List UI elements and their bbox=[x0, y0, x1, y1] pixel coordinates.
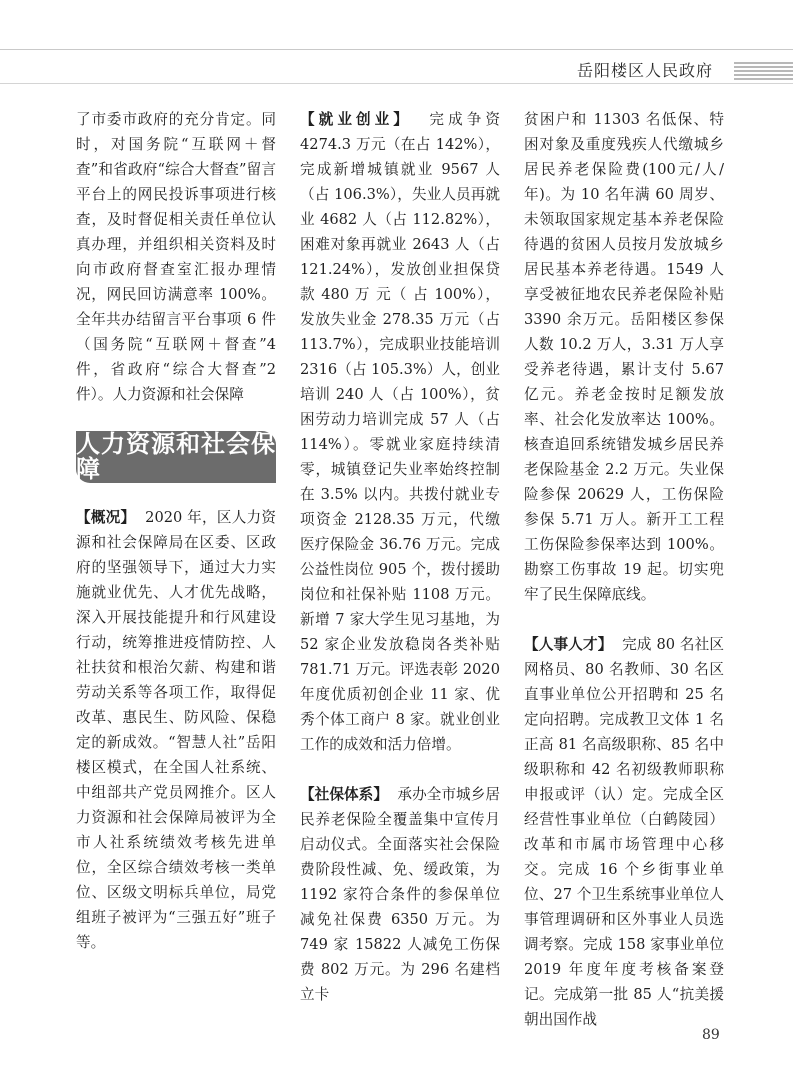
talent-body: 完成 80 名社区网格员、80 名教师、30 名区直事业单位公开招聘和 25 名定向招聘。完成教卫文体 1 名正高 81 名高级职称、85 名中级职称和 42 名初级教师职称申报或评（认）定。完成全区经营性事业单位（白鹤陵园）改革和市属市场管理中心移交。完成 16 个乡街事业单位、27 个卫生系统事业单位人事管理调研和区外事业人员选调考察。完成 158 家事业单位 2019 年度年度考核备案登记。完成第一批 85 人“抗美援朝出国作战 bbox=[524, 636, 724, 1028]
social-security-paragraph bbox=[300, 782, 500, 1007]
paragraph-gap bbox=[300, 757, 500, 782]
overview-body: 2020 年，区人力资源和社会保障局在区委、区政府的坚强领导下，通过大力实施就业优先、人才优先战略，深入开展技能提升和行风建设行动，统筹推进疫情防控、人社扶贫和根治欠薪、构建和谐劳动关系等各项工作，取得促改革、惠民生、防风险、保稳定的新成效。“智慧人社”岳阳楼区模式，在全国人社系统、中组部共产党员网推介。区人力资源和社会保障局被评为全市人社系统绩效考核先进单位，全区综合绩效考核一类单位、区级文明标兵单位，局党组班子被评为“三强五好”班子等。 bbox=[76, 509, 276, 951]
employment-paragraph bbox=[300, 107, 500, 757]
employment-body: 完成争资 4274.3 万元（在占 142%），完成新增城镇就业 9567 人（占 106.3%），失业人员再就业 4682 人（占 112.82%），困难对象再就业 2643 人（占 121.24%），发放创业担保贷款 480 万 元（ 占 100%），发放失业金 278.35 万元（占 113.7%），完成职业技能培训 2316（占 105.3%）人，创业培训 240 人（占 100%），贫困劳动力培训完成 57 人（占 114%）。零就业家庭持续清零，城镇登记失业率始终控制在 3.5% 以内。共拨付就业专项资金 2128.35 万元，代缴医疗保险金 36.76 万元。完成公益性岗位 905 个，拨付援助岗位和社保补贴 1108 万元。新增 7 家大学生见习基地，为 52 家企业发放稳岗各类补贴 781.71 万元。评选表彰 2020 年度优质初创企业 11 家、优秀个体工商户 8 家。就业创业工作的成效和活力倍增。 bbox=[300, 111, 500, 753]
column-right bbox=[524, 107, 724, 1032]
social-security-heading: 【社保体系】 bbox=[300, 786, 388, 803]
header-decoration bbox=[734, 62, 793, 82]
page-number: 89 bbox=[702, 1027, 720, 1043]
talent-paragraph bbox=[524, 632, 724, 1032]
running-header-title: 岳阳楼区人民政府 bbox=[576, 61, 713, 80]
intro-paragraph: 了市委市政府的充分肯定。同时，对国务院“互联网＋督查”和省政府“综合大督查”留言平台上的网民投诉事项进行核查，及时督促相关责任单位认真办理，并组织相关资料及时向市政府督查室汇报办理情况，网民回访满意率 100%。全年共办结留言平台事项 6 件（国务院“互联网＋督查”4 件，省政府“综合大督查”2 件）。人力资源和社会保障 bbox=[76, 111, 276, 403]
header-rule-top bbox=[0, 49, 793, 50]
header-rule-bottom bbox=[0, 83, 793, 84]
talent-heading: 【人事人才】 bbox=[524, 636, 613, 653]
social-security-continued: 贫困户和 11303 名低保、特困对象及重度残疾人代缴城乡居民养老保险费(100元/人/年)。为 10 名年满 60 周岁、未领取国家规定基本养老保险待遇的贫困人员按月发放城乡居民基本养老待遇。1549 人享受被征地农民养老保险补贴 3390 余万元。岳阳楼区参保人数 10.2 万人，3.31 万人享受养老待遇，累计支付 5.67 亿元。养老金按时足额发放率、社会化发放率达 100%。核查追回系统错发城乡居民养老保险基金 2.2 万元。失业保险参保 20629 人，工伤保险参保 5.71 万人。新开工工程工伤保险参保率达到 100%。勘察工伤事故 19 起。切实兜牢了民生保障底线。 bbox=[524, 111, 724, 603]
overview-paragraph bbox=[76, 505, 276, 955]
paragraph-gap bbox=[524, 607, 724, 632]
employment-heading: 【就业创业】 bbox=[300, 111, 412, 128]
section-title-box: 人力资源和社会保障 bbox=[76, 430, 276, 483]
column-left bbox=[76, 107, 276, 955]
column-middle bbox=[300, 107, 500, 1007]
social-security-body: 承办全市城乡居民养老保险全覆盖集中宣传月启动仪式。全面落实社会保险费阶段性减、免、缓政策，为 1192 家符合条件的参保单位减免社保费 6350 万元。为 749 家 15822 人减免工伤保费 802 万元。为 296 名建档立卡 bbox=[300, 786, 500, 1003]
overview-heading: 【概况】 bbox=[76, 509, 136, 526]
